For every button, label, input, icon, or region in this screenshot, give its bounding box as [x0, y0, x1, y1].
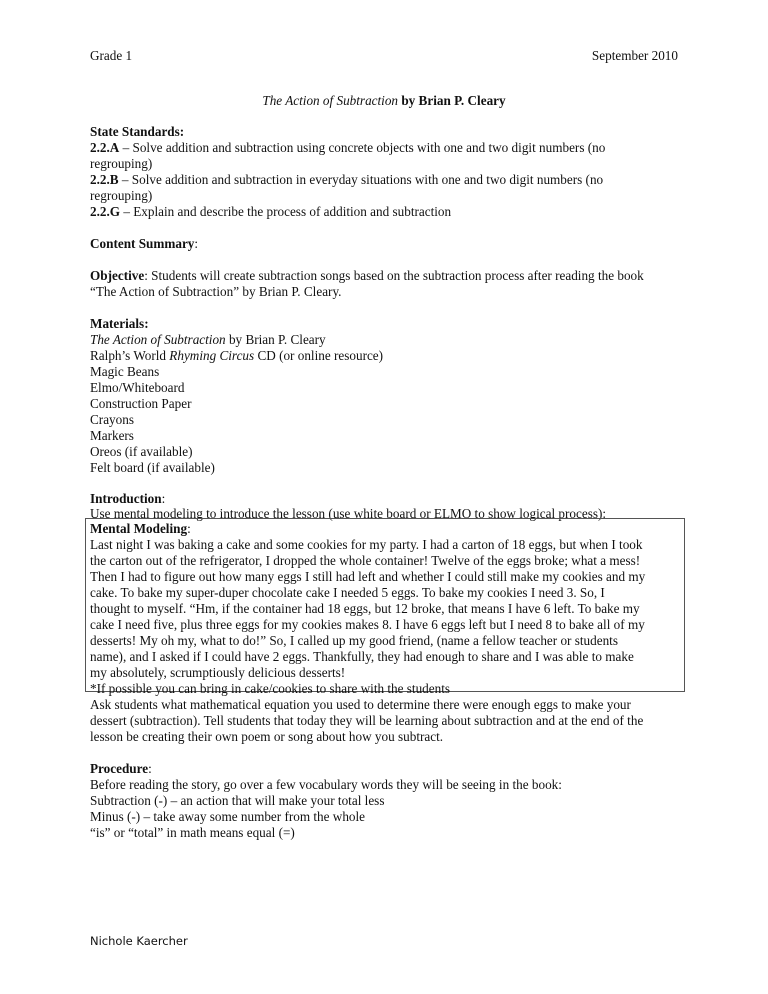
mental-modeling-colon: : [187, 521, 191, 536]
material-cd-prefix: Ralph’s World [90, 348, 170, 363]
objective-label: Objective [90, 268, 145, 283]
material-cd [90, 348, 383, 364]
procedure-line: “is” or “total” in math means equal (=) [90, 825, 295, 840]
introduction-text: Use mental modeling to introduce the lesson (use white board or ELMO to show logical process): [90, 506, 607, 521]
objective-cont: “The Action of Subtraction” by Brian P. Cleary. [90, 284, 342, 299]
material-item: Magic Beans [90, 364, 160, 379]
followup-line: dessert (subtraction). Tell students that today they will be learning about subtraction and at the end of the [90, 713, 644, 728]
standard-2-2-a-cont: regrouping) [90, 156, 153, 171]
title-author: by Brian P. Cleary [398, 93, 506, 108]
footer-author: Nichole Kaercher [90, 934, 188, 948]
followup-line: Ask students what mathematical equation you used to determine there were enough eggs to make your [90, 697, 631, 712]
material-item: Felt board (if available) [90, 460, 215, 475]
material-item: Construction Paper [90, 396, 192, 411]
mental-modeling-line: name), and I asked if I could have 2 eggs. Thankfully, they had enough to share and I was able to make [90, 649, 634, 664]
mental-modeling-line: thought to myself. “Hm, if the container had 18 eggs, but 12 broke, that means I have 6 left. To bake my [90, 601, 640, 616]
standard-code: 2.2.A [90, 140, 120, 155]
introduction-colon: : [161, 491, 166, 506]
standard-text: – Explain and describe the process of addition and subtraction [120, 204, 452, 219]
procedure-line: Minus (-) – take away some number from the whole [90, 809, 366, 824]
procedure-line: Subtraction (-) – an action that will make your total less [90, 793, 385, 808]
materials-heading: Materials: [90, 316, 149, 331]
standards-heading: State Standards: [90, 124, 185, 139]
header-date: September 2010 [591, 48, 678, 63]
mental-modeling-heading: Mental Modeling [90, 521, 188, 536]
mental-modeling-line: cake. To bake my super-duper chocolate cake I needed 5 eggs. To bake my cookies I need 3. So, I [90, 585, 605, 600]
standard-2-2-b [90, 172, 603, 188]
mental-modeling [90, 521, 191, 537]
procedure-colon: : [148, 761, 152, 776]
procedure-heading: Procedure [90, 761, 149, 776]
material-cd-title: Rhyming Circus [169, 348, 255, 363]
material-item: Crayons [90, 412, 134, 427]
standard-text: – Solve addition and subtraction using concrete objects with one and two digit numbers (no [119, 140, 606, 155]
material-book [90, 332, 326, 348]
content-summary [90, 236, 198, 252]
procedure-line: Before reading the story, go over a few vocabulary words they will be seeing in the book: [90, 777, 562, 792]
standard-code: 2.2.B [90, 172, 119, 187]
mental-modeling-line: *If possible you can bring in cake/cookies to share with the students [90, 681, 451, 696]
mental-modeling-line: desserts! My oh my, what to do!” So, I called up my good friend, (name a fellow teacher or students [90, 633, 618, 648]
material-cd-suffix: CD (or online resource) [254, 348, 384, 363]
followup-line: lesson be creating their own poem or song about how you subtract. [90, 729, 444, 744]
standard-text: – Solve addition and subtraction in everyday situations with one and two digit numbers (no [118, 172, 604, 187]
content-summary-colon: : [194, 236, 199, 251]
standard-code: 2.2.G [90, 204, 121, 219]
objective-text: : Students will create subtraction songs based on the subtraction process after reading the book [144, 268, 644, 283]
header-grade: Grade 1 [90, 48, 133, 63]
mental-modeling-line: Last night I was baking a cake and some cookies for my party. I had a carton of 18 eggs, but when I took [90, 537, 643, 552]
standard-2-2-b-cont: regrouping) [90, 188, 153, 203]
standard-2-2-g [90, 204, 451, 220]
content-summary-heading: Content Summary [90, 236, 195, 251]
procedure [90, 761, 152, 777]
material-book-author: by Brian P. Cleary [225, 332, 326, 347]
mental-modeling-line: the carton out of the refrigerator, I dropped the whole container! Twelve of the eggs broke; what a mess! [90, 553, 641, 568]
page-title [0, 93, 768, 109]
introduction-heading: Introduction [90, 491, 162, 506]
material-item: Markers [90, 428, 134, 443]
material-book-title: The Action of Subtraction [90, 332, 226, 347]
objective [90, 268, 644, 284]
standard-2-2-a [90, 140, 605, 156]
mental-modeling-line: my absolutely, scrumptiously delicious desserts! [90, 665, 346, 680]
material-item: Elmo/Whiteboard [90, 380, 185, 395]
introduction [90, 491, 165, 507]
mental-modeling-line: Then I had to figure out how many eggs I still had left and whether I could still make my cookies and my [90, 569, 646, 584]
title-book: The Action of Subtraction [262, 93, 399, 108]
material-item: Oreos (if available) [90, 444, 193, 459]
mental-modeling-line: cake I need five, plus three eggs for my cookies makes 8. I have 6 eggs left but I need 8 to bake all of my [90, 617, 645, 632]
